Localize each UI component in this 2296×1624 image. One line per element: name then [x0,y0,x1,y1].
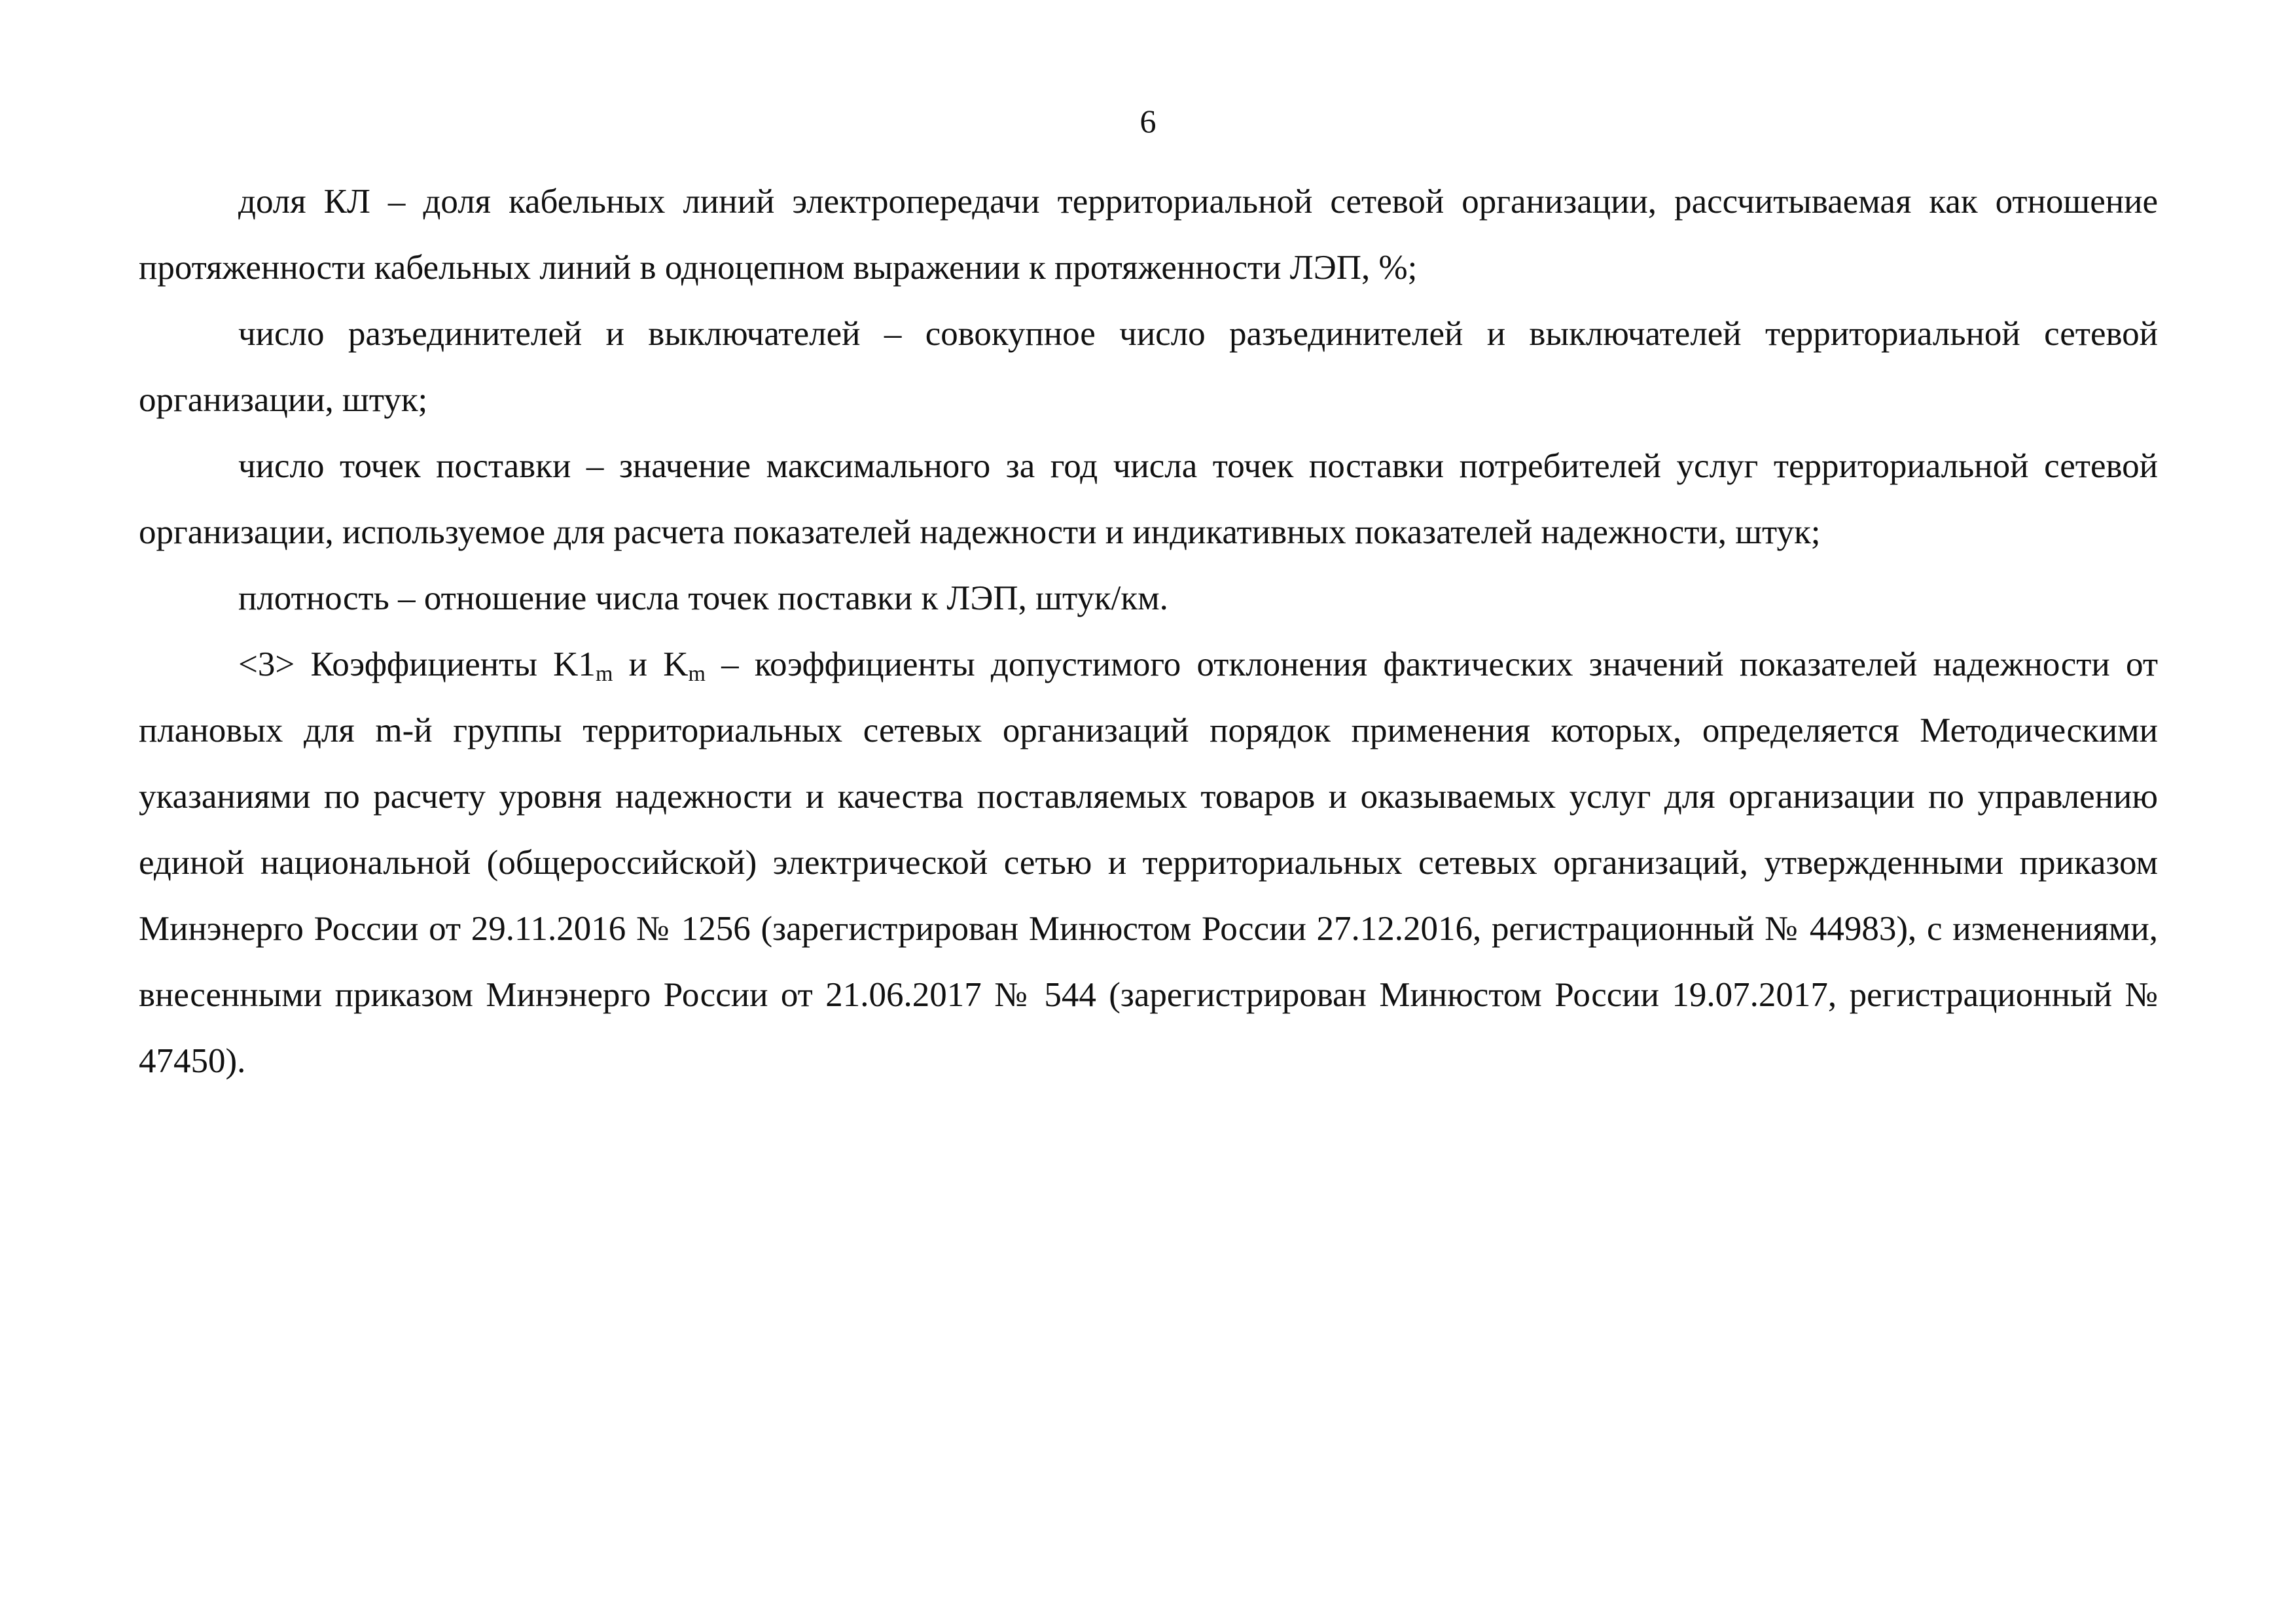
footnote-tail: – коэффициенты допустимого отклонения фактических значений показателей надежности от плановых для m-й группы территориальных сетевых организаций порядок применения которых, определяется Методическими указаниями по расчету уровня надежности и качества поставляемых товаров и оказываемых услуг для организации по управлению единой национальной (общероссийской) электрической сетью и территориальных сетевых организаций, утвержденными приказом Минэнерго России от 29.11.2016 № 1256 (зарегистрирован Минюстом России 27.12.2016, регистрационный № 44983), с изменениями, внесенными приказом Минэнерго России от 21.06.2017 № 544 (зарегистрирован Минюстом России 19.07.2017, регистрационный № 47450). [139,645,2158,1080]
paragraph-density: плотность – отношение числа точек поставки к ЛЭП, штук/км. [238,579,1168,617]
page-number: 6 [1139,103,1157,139]
footnote-lead: <3> Коэффициенты K1 [238,645,596,683]
footnote-coefficients [139,632,2158,1094]
footnote-mid: и K [613,645,689,683]
footnote-subscript-k: m [688,662,706,686]
document-body [139,169,2158,1094]
footnote-subscript-k1: m [595,662,613,686]
paragraph-delivery-points: число точек поставки – значение максимального за год числа точек поставки потребителей услуг территориальной сетевой организации, используемое для расчета показателей надежности и индикативных показателей надежности, штук; [139,447,2158,551]
paragraph-switch-count: число разъединителей и выключателей – совокупное число разъединителей и выключателей территориальной сетевой организации, штук; [139,315,2158,419]
paragraph-kl-share: доля КЛ – доля кабельных линий электропередачи территориальной сетевой организации, рассчитываемая как отношение протяженности кабельных линий в одноцепном выражении к протяженности ЛЭП, %; [139,183,2158,287]
